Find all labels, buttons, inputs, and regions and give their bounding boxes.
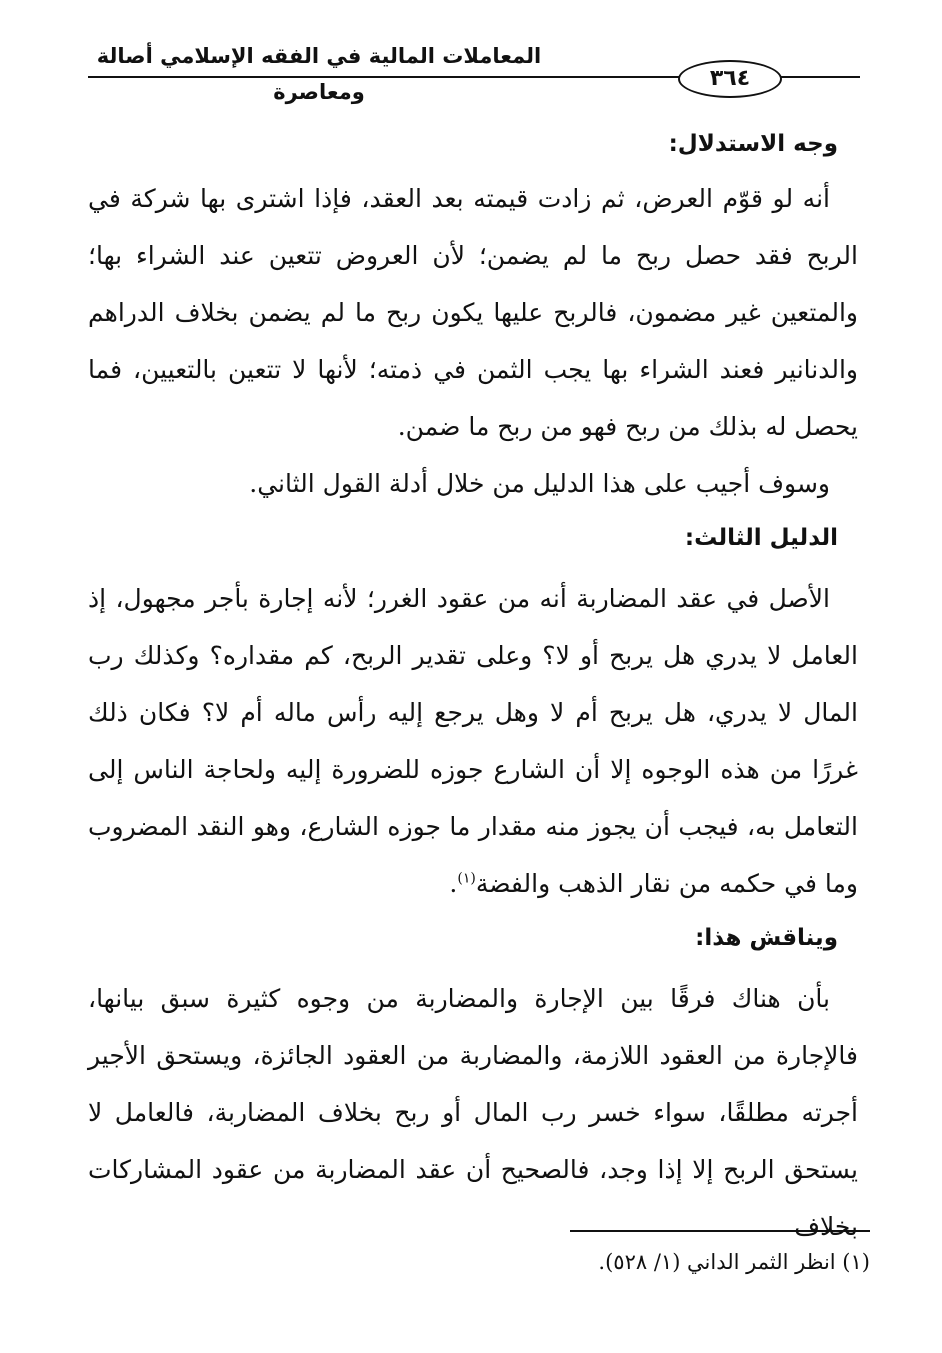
page-number: ٣٦٤	[678, 60, 782, 98]
paragraph-2: وسوف أجيب على هذا الدليل من خلال أدلة القول الثاني.	[249, 469, 830, 498]
paragraph-3	[88, 570, 858, 912]
heading-third-evidence: الدليل الثالث:	[684, 525, 838, 551]
paragraph-4: بأن هناك فرقًا بين الإجارة والمضاربة من وجوه كثيرة سبق بيانها، فالإجارة من العقود اللازمة، والمضاربة من العقود الجائزة، ويستحق الأجير أجرته مطلقًا، سواء خسر رب المال أو ربح بخلاف المضاربة، فالعامل لا يستحق الربح إلا إذا وجد، فالصحيح أن عقد المضاربة من عقود المشاركات بخلاف	[88, 984, 858, 1241]
footnote: (١) انظر الثمر الداني (١/ ٥٢٨).	[598, 1250, 870, 1274]
heading-discussion: ويناقش هذا:	[695, 925, 838, 951]
footnote-rule	[570, 1230, 870, 1232]
paragraph-3-text: الأصل في عقد المضاربة أنه من عقود الغرر؛ لأنه إجارة بأجر مجهول، إذ العامل لا يدري هل يربح أو لا؟ وعلى تقدير الربح، كم مقداره؟ وكذلك رب المال لا يدري، هل يربح أم لا وهل يرجع إليه رأس ماله أم لا؟ فكان ذلك غررًا من هذه الوجوه إلا أن الشارع جوزه للضرورة إليه ولحاجة الناس إلى التعامل به، فيجب أن يجوز منه مقدار ما جوزه الشارع، وهو النقد المضروب وما في حكمه من نقار الذهب والفضة	[88, 584, 858, 898]
main-text	[88, 118, 858, 1255]
running-title: المعاملات المالية في الفقه الإسلامي أصالة ومعاصرة	[96, 44, 542, 104]
footnote-reference: (١)	[457, 870, 476, 887]
paragraph-1: أنه لو قوّم العرض، ثم زادت قيمته بعد العقد، فإذا اشترى بها شركة في الربح فقد حصل ربح ما لم يضمن؛ لأن العروض تتعين عند الشراء بها؛ والمتعين غير مضمون، فالربح عليها يكون ربح ما لم يضمن بخلاف الدراهم والدنانير فعند الشراء بها يجب الثمن في ذمته؛ لأنها لا تتعين بالتعيين، فما يحصل له بذلك من ربح فهو من ربح ما ضمن.	[88, 184, 858, 441]
heading-evidence-aspect: وجه الاستدلال:	[668, 131, 838, 157]
paragraph-3-end: .	[449, 869, 458, 898]
page-header	[88, 38, 860, 104]
